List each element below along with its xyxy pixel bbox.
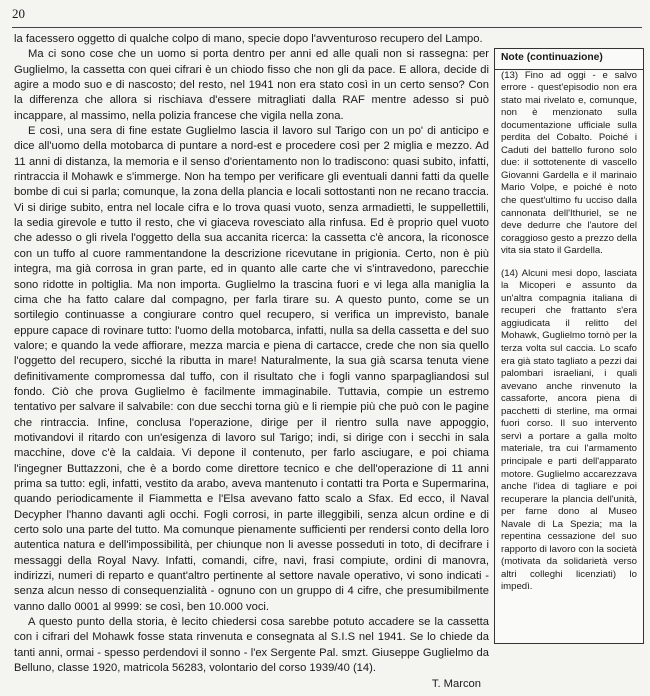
- paragraph-2: Ma ci sono cose che un uomo si porta dentro per anni ed alle quali non si rassegna: per Guglielmo, la cassetta con quei cifrari è un chiodo fisso che non gli da pace. E allora, decide di agire a modo suo e di nascosto; del resto, nel 1941 non era stato così in un certo senso? Con la differenza che allora si rischiava d'essere mitragliati dalla RAF mentre adesso si può incappare, al massimo, nella polizia francese che vigila nella zona.: [14, 48, 489, 122]
- paragraph-4: A questo punto della storia, è lecito chiedersi cosa sarebbe potuto accadere se la cassetta con i cifrari del Mohawk fosse stata rinvenuta e consegnata al S.I.S nel 1941. Se lo chiede da tanti anni, ormai - spesso perdendovi il sonno - l'ex Sergente Pal. smzt. Giuseppe Guglielmo da Belluno, classe 1920, matricola 56283, volontario del corso 1939/40 (14).: [14, 616, 489, 675]
- notes-box: [494, 48, 644, 644]
- paragraph-1: la facessero oggetto di qualche colpo di mano, specie dopo l'avventuroso recupero del Lampo.: [14, 33, 483, 45]
- paragraph-3: E così, una sera di fine estate Guglielmo lascia il lavoro sul Tarigo con un po' di anticipo e dice all'uomo della motobarca di puntare a nord-est e procedere così per 2 miglia e mezzo. Ad 11 anni di distanza, la memoria e il senso d'orientamento non lo tradiscono: quasi subito, infatti, rintraccia il Mohawk e s'immerge. Non ha tempo per verificare gli eventuali danni fatti da quelle bombe di cui si parla; comunque, la zona della plancia e locali sottostanti non ne recano traccia. Vi si dirige subito, entra nel locale cifra e lo trova quasi vuoto, senza armadietti, le suppellettili, la sedia girevole e tutto il resto, che vi giaceva rovesciato alla rinfusa. Ed è proprio quel vuoto che adesso o gli rivela l'oggetto della sua accanita ricerca: la cassetta c'è ancora, la riconosce con un tuffo al cuore rammentandone la descrizione ricevutane in prigionia. Certo, non è più integra, ma già corrosa in gran parte, ed in quanto alle carte che vi s'intravedono, parecchie sono ridotte in poltiglia. Ma non importa. Guglielmo la trascina fuori e vi lega alla maniglia la cima che ha fatto calare dal compagno, per farla tirare su. A questo punto, come se un sortilegio continuasse a congiurare contro quel recupero, si verifica un imprevisto, banale eppure capace di rovinare tutto: l'uomo della motobarca, infatti, nulla sa della cassetta e del suo valore; e quando la vede affiorare, mezza marcia e piena di cartacce, crede che non sia quello l'oggetto del recupero, sicché la ributta in mare! Naturalmente, la sua già scarsa tenuta viene definitivamente compromessa dal tuffo, con il risultato che i fogli vanno sparpagliandosi sul fondo. Ciò che prova Guglielmo è facilmente immaginabile. Tuttavia, compie un estremo tentativo per salvare il salvabile: con due secchi torna giù e li riempie più che può con le pagine che rintraccia. Infine, conclusa l'operazione, dirige per il rientro sulla nave appoggio, motivandovi il ritardo con un'esigenza di lavoro sul Tarigo; indi, si dirige con i secchi in sala macchine, dove c'è la caldaia. Vi depone il contenuto, per farlo asciugare, e poi chiama l'ingegner Buttazzoni, che è a bordo come direttore tecnico e che dell'operazione di 11 anni prima sa tutto: egli, infatti, vestito da arabo, aveva mantenuto i contatti tra Porta e Supermarina, quando periodicamente il Fiammetta e l'Elsa avevano fatto scalo a Sfax. Ed ecco, il Naval Decypher l'hanno davanti agli occhi. Fogli corrosi, in parte illeggibili, senza alcun ordine e di certo solo una parte del tutto. Ma comunque pienamente sufficienti per rendersi conto della loro autentica natura e dell'impossibilità, per chiunque non li avesse posseduti in toto, di decifrare i messaggi della Royal Navy. Infatti, comandi, cifre, navi, frasi compiute, ordini di manovra, indirizzi, numeri di reparto e quant'altro pertinente al settore navale operativo, vi sono indicati - senza alcun nesso di consequenzialità - ognuno con un gruppo di 4 cifre, che presumibilmente vanno dallo 0001 al 9999: se così, ben 10.000 voci.: [14, 125, 489, 613]
- note-14: (14) Alcuni mesi dopo, lasciata la Micoperi e assunto da un'altra compagnia italiana di recuperi che frattanto s'era aggiudicata il relitto del Mohawk, Guglielmo tornò per la terza volta sul caccia. Lo scafo era già stato tagliato a pezzi dai palombari israeliani, i quali avevano anche rinvenuto la cassaforte, ancora piena di pacchetti di sterline, ma ormai fuori corso. Il suo intervento servì a portare a galla molto materiale, tra cui l'armamento principale e parti dell'apparato motore. Guglielmo accarezzava anche l'idea di tagliare e poi recuperare la plancia dell'unità, per farne dono al Museo Navale di La Spezia; ma la repentina cessazione del suo rapporto di lavoro con la società (motivata da solidarietà verso altri colleghi licenziati) lo impedì.: [501, 267, 637, 593]
- article-body: [14, 32, 489, 692]
- note-13: (13) Fino ad oggi - e salvo errore - quest'episodio non era stato mai rivelato e, comunque, non è menzionato sulla documentazione ufficiale sulla perdita del Cobalto. Poiché i Caduti del battello furono solo due: il sottotenente di vascello Giovanni Gardella e il marinaio Mario Volpe, e poiché è noto che quest'ultimo fu ucciso dalla cannonata dell'Ithuriel, se ne deve dedurre che l'autore del coraggioso gesto a prezzo della vita sia stato il Gardella.: [501, 69, 637, 257]
- header-rule: [12, 27, 642, 28]
- notes-title: Note (continuazione): [495, 49, 643, 70]
- page-number: 20: [12, 6, 25, 21]
- author-signature: T. Marcon: [431, 678, 481, 691]
